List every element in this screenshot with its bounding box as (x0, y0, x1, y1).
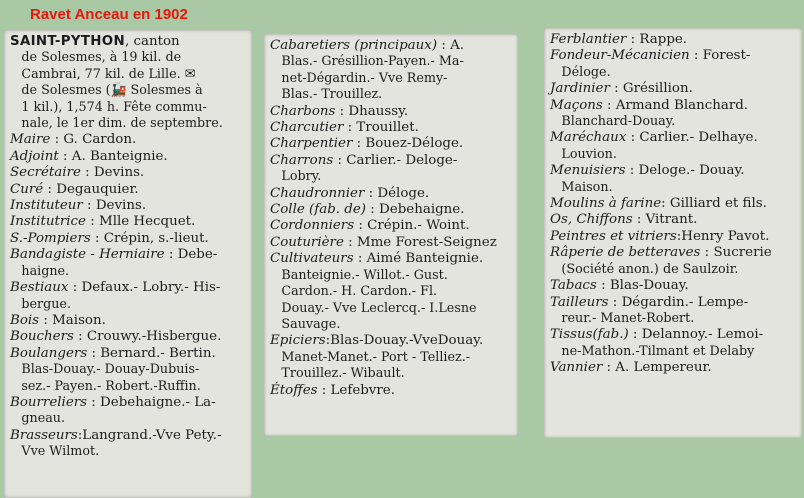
entry-label: Bouchers (10, 329, 74, 345)
entry-text: de Solesmes (🚂 Solesmes à (21, 83, 203, 99)
entry-text: (Société anon.) de Saulzoir. (561, 261, 739, 277)
entry-text: : A. (437, 38, 465, 53)
directory-line (550, 114, 784, 130)
entry-text: Douay.- Vve Leclercq.- I.Lesne (281, 300, 477, 316)
entry-text: : Carlier.- Delhaye. (626, 130, 758, 146)
entry-label: Charbons (270, 103, 336, 119)
entry-label: Charcutier (270, 120, 344, 136)
entry-text: : Dégardin.- Lempe- (608, 294, 749, 310)
entry-label: Bois (10, 312, 40, 328)
entry-text: nale, le 1er dim. de septembre. (21, 116, 223, 132)
directory-line (270, 71, 500, 87)
directory-line (270, 366, 500, 382)
directory-line (10, 34, 246, 50)
directory-line (270, 38, 512, 54)
entry-text: : Rappe. (626, 32, 688, 47)
entry-label: Cultivateurs (270, 251, 354, 267)
directory-line (550, 32, 796, 48)
directory-line (550, 229, 796, 245)
entry-text: sez.- Payen.- Robert.-Ruffin. (21, 378, 201, 394)
directory-line (10, 362, 234, 378)
entry-text: : Trouillet. (343, 120, 419, 136)
directory-line (10, 346, 246, 362)
directory-line (550, 48, 796, 64)
entry-label: Fondeur-Mécanicien (550, 48, 690, 64)
entry-text: : Bouez-Déloge. (352, 136, 464, 152)
directory-line (10, 198, 246, 214)
directory-line (550, 245, 796, 261)
entry-text: gneau. (21, 411, 66, 427)
entry-label: Brasseurs (10, 427, 78, 443)
entry-text: de Solesmes, à 19 kil. de (21, 50, 182, 66)
entry-text: : Crouwy.-Hisbergue. (73, 329, 222, 345)
entry-label: Ferblantier (550, 32, 627, 47)
directory-line (550, 163, 796, 179)
directory-line (550, 327, 796, 343)
directory-line (270, 218, 512, 234)
entry-text: : G. Cardon. (50, 132, 137, 148)
entry-text: Blas.- Trouillez. (281, 87, 383, 103)
directory-line (270, 383, 512, 399)
entry-text: : Vitrant. (632, 212, 698, 228)
directory-line (10, 264, 234, 280)
directory-line (10, 165, 246, 181)
entry-text: : Lefebvre. (317, 382, 395, 398)
directory-line (270, 87, 500, 103)
entry-text: : Devins. (82, 198, 147, 214)
directory-line (550, 295, 796, 311)
directory-line (270, 268, 500, 284)
entry-label: Maréchaux (550, 130, 627, 146)
directory-line (550, 147, 784, 163)
directory-line (10, 411, 234, 427)
directory-line (550, 81, 796, 97)
entry-text: : Deloge.- Douay. (625, 163, 745, 179)
directory-line (550, 278, 796, 294)
entry-label: Bestiaux (10, 280, 69, 296)
entry-text: : Bernard.- Bertin. (87, 345, 216, 361)
directory-line (270, 333, 512, 349)
entry-text: : Mme Forest-Seignez (343, 234, 497, 250)
entry-label: Bourreliers (10, 394, 88, 410)
entry-text: : Debehaigne. (366, 202, 465, 218)
entry-text: Trouillez.- Wibault. (281, 366, 405, 382)
entry-text: Sauvage. (281, 316, 341, 332)
entry-label: Instituteur (10, 198, 83, 214)
entry-text: : Maison. (39, 312, 106, 328)
directory-line (10, 182, 246, 198)
entry-label: Institutrice (10, 214, 86, 230)
entry-text: net-Dégardin.- Vve Remy- (281, 70, 448, 86)
commune-name-rest: , canton (124, 34, 180, 49)
entry-text: : Delannoy.- Lemoi- (628, 327, 764, 343)
entry-text: : Blas-Douay. (596, 278, 689, 294)
directory-column-3 (544, 28, 802, 438)
directory-line (10, 100, 234, 116)
entry-text: Maison. (561, 179, 613, 195)
entry-label: Menuisiers (550, 163, 626, 179)
commune-name: SAINT-PYTHON (10, 34, 125, 49)
directory-line (550, 130, 796, 146)
directory-line (270, 54, 500, 70)
entry-label: Moulins à farine (550, 196, 662, 212)
entry-label: Cordonniers (270, 218, 355, 234)
entry-text: : Devins. (80, 165, 145, 181)
entry-text: ne-Mathon.-Tilmant et Delaby (561, 343, 755, 359)
directory-line (550, 262, 784, 278)
entry-text: Louvion. (561, 146, 617, 162)
directory-line (10, 329, 246, 345)
entry-text: 1 kil.), 1,574 h. Fête commu- (21, 99, 207, 115)
entry-text: Cardon.- H. Cardon.- Fl. (281, 284, 438, 300)
directory-line (10, 313, 246, 329)
directory-line (10, 83, 234, 99)
entry-text: Déloge. (561, 64, 611, 80)
directory-line (270, 251, 512, 267)
directory-line (270, 120, 512, 136)
entry-label: Tailleurs (550, 294, 609, 310)
entry-text: haigne. (21, 263, 70, 279)
entry-text: : Sucrerie (700, 245, 772, 261)
directory-line (270, 186, 512, 202)
entry-text: : Crépin, s.-lieut. (90, 230, 209, 246)
entry-label: Charpentier (270, 136, 353, 152)
entry-text: : Dhaussy. (335, 103, 409, 119)
entry-text: : Carlier.- Deloge- (333, 152, 458, 168)
entry-text: : Defaux.- Lobry.- His- (68, 280, 221, 296)
entry-text: : Crépin.- Woint. (354, 218, 470, 234)
directory-line (550, 98, 796, 114)
directory-line (10, 67, 234, 83)
entry-label: Colle (fab. de) (270, 202, 367, 218)
entry-text: : Gilliard et fils. (661, 196, 767, 212)
directory-line (270, 169, 500, 185)
entry-label: Secrétaire (10, 165, 81, 181)
entry-text: : Degauquier. (43, 181, 139, 197)
entry-label: Tissus(fab.) (550, 327, 629, 343)
entry-label: S.-Pompiers (10, 230, 91, 246)
directory-line (270, 235, 512, 251)
entry-text: :Henry Pavot. (676, 228, 770, 244)
entry-label: Maçons (550, 97, 603, 113)
entry-text: Blas-Douay.- Douay-Dubuis- (21, 362, 200, 378)
directory-line (270, 104, 512, 120)
entry-text: Banteignie.- Willot.- Gust. (281, 267, 448, 283)
directory-column-1 (4, 30, 252, 498)
entry-text: : Aimé Banteignie. (353, 251, 484, 267)
directory-line (10, 428, 246, 444)
entry-label: Os, Chiffons (550, 212, 633, 228)
directory-line (270, 284, 500, 300)
directory-line (10, 50, 234, 66)
entry-text: :Langrand.-Vve Pety.- (77, 427, 222, 443)
directory-line (10, 116, 234, 132)
entry-label: Peintres et vitriers (550, 228, 677, 244)
entry-label: Cabaretiers (principaux) (270, 38, 438, 53)
directory-line (550, 196, 796, 212)
entry-label: Jardinier (550, 81, 610, 97)
directory-line (270, 317, 500, 333)
directory-line (10, 395, 246, 411)
entry-label: Charrons (270, 152, 334, 168)
directory-line (550, 65, 784, 81)
entry-label: Adjoint (10, 148, 59, 164)
entry-text: : A. Lempereur. (602, 360, 712, 376)
directory-line (270, 202, 512, 218)
entry-text: : Debehaigne.- La- (87, 394, 216, 410)
page-title: Ravet Anceau en 1902 (30, 6, 188, 23)
entry-label: Curé (10, 181, 44, 197)
directory-column-2 (264, 34, 518, 436)
directory-line (550, 311, 784, 327)
entry-text: : Grésillion. (609, 81, 693, 97)
directory-line (10, 214, 246, 230)
entry-label: Râperie de betteraves (550, 245, 701, 261)
entry-text: Blanchard-Douay. (561, 114, 676, 130)
directory-line (10, 247, 246, 263)
entry-label: Bandagiste - Herniaire (10, 247, 165, 263)
entry-text: bergue. (21, 296, 72, 312)
entry-text: :Blas-Douay.-VveDouay. (325, 333, 484, 349)
entry-text: : Déloge. (364, 185, 430, 201)
entry-text: Cambrai, 77 kil. de Lille. ✉ (21, 66, 196, 82)
entry-text: Blas.- Grésillion-Payen.- Ma- (281, 54, 464, 70)
entry-text: : Debe- (164, 247, 218, 263)
entry-text: Manet-Manet.- Port - Telliez.- (281, 349, 471, 365)
directory-line (550, 180, 784, 196)
directory-line (550, 212, 796, 228)
entry-label: Boulangers (10, 345, 88, 361)
directory-line (10, 297, 234, 313)
entry-text: reur.- Manet-Robert. (561, 310, 695, 326)
entry-label: Vannier (550, 360, 603, 376)
entry-text: Lobry. (281, 169, 322, 185)
directory-line (550, 360, 796, 376)
entry-text: : Armand Blanchard. (602, 97, 749, 113)
entry-label: Epiciers (270, 333, 326, 349)
directory-line (270, 136, 512, 152)
entry-label: Couturière (270, 234, 344, 250)
entry-label: Maire (10, 132, 51, 148)
directory-line (10, 444, 234, 460)
entry-text: : Forest- (689, 48, 751, 64)
entry-text: Vve Wilmot. (21, 444, 100, 460)
directory-line (10, 149, 246, 165)
directory-line (10, 132, 246, 148)
directory-line (10, 379, 234, 395)
entry-label: Chaudronnier (270, 185, 365, 201)
directory-line (270, 301, 500, 317)
entry-text: : A. Banteignie. (58, 148, 168, 164)
directory-line (550, 344, 784, 360)
entry-text: : Mlle Hecquet. (85, 214, 196, 230)
entry-label: Étoffes (270, 382, 318, 398)
entry-label: Tabacs (550, 278, 597, 294)
directory-line (10, 280, 246, 296)
directory-line (270, 350, 500, 366)
directory-line (270, 153, 512, 169)
directory-line (10, 231, 246, 247)
